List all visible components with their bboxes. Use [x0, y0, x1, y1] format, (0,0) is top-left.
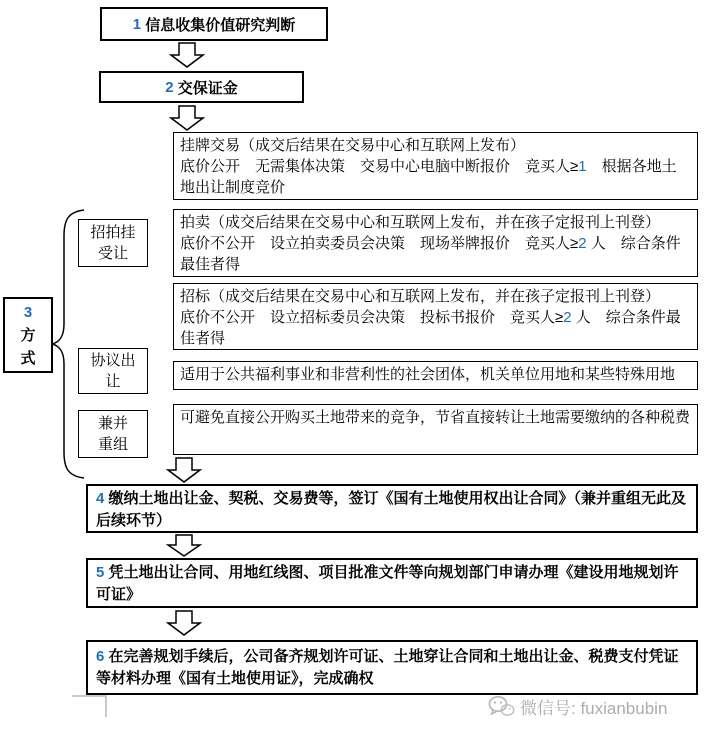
- step1-box: [100, 7, 328, 41]
- step1-label: 信息收集价值研究判断: [145, 16, 296, 34]
- gray-line-horizontal: [72, 695, 106, 697]
- branch-tender-detail-tail: 人 综合条件最佳者得: [180, 309, 681, 347]
- step6-number: 6: [96, 648, 105, 665]
- down-arrow-2-icon: [169, 105, 205, 132]
- down-arrow-3-icon: [166, 457, 202, 484]
- method-label-negotiated-line1: 协议出: [90, 352, 136, 369]
- branch-listing-threshold: 1: [578, 158, 587, 175]
- branch-auction-detail: 底价不公开 设立拍卖委员会决策 现场举牌报价 竞买人≥: [180, 235, 579, 252]
- method-label-merger-line1: 兼并: [97, 415, 128, 432]
- step6-box: [86, 640, 698, 695]
- method-word-2: 式: [20, 349, 36, 367]
- branch-listing-detail: 底价公开 无需集体决策 交易中心电脑中断报价 竞买人≥: [180, 158, 579, 175]
- down-arrow-4-icon: [166, 534, 202, 558]
- method-label-negotiated-line2: 让: [105, 373, 121, 390]
- step1-number: 1: [132, 15, 142, 33]
- branch-negotiated-box: [173, 361, 698, 390]
- method-3-box: [3, 297, 53, 373]
- wechat-icon: [488, 695, 515, 718]
- branch-tender-box: [173, 283, 698, 350]
- wechat-id-label: 微信号: fuxianbubin: [520, 698, 668, 718]
- gray-line-vertical: [105, 695, 107, 717]
- down-arrow-1-icon: [169, 42, 205, 69]
- branch-auction-threshold: 2: [578, 235, 587, 252]
- method-label-bidding-box: [78, 219, 148, 267]
- method-label-bidding-line2: 受让: [97, 245, 128, 262]
- step5-box: [86, 558, 698, 608]
- method-label-negotiated-box: [78, 348, 148, 394]
- wechat-footer: [488, 693, 703, 719]
- step4-number: 4: [96, 490, 105, 507]
- branch-listing-title: 挂牌交易（成交后结果在交易中心和互联网上发布）: [180, 137, 526, 154]
- branch-auction-title: 拍卖（成交后结果在交易中心和互联网上发布，并在孩子定报刊上刊登）: [180, 214, 661, 231]
- branch-auction-box: [173, 209, 698, 277]
- method-label-merger-line2: 重组: [97, 436, 128, 453]
- method-label-merger-box: [78, 410, 148, 458]
- step6-label: 在完善规划手续后，公司备齐规划许可证、土地穿让合同和土地出让金、税费支付凭证等材料办理《国有土地使用证》，完成确权: [96, 648, 679, 687]
- branch-merger-text: 可避免直接公开购买土地带来的竞争，节省直接转让土地需要缴纳的各种税费: [180, 409, 691, 426]
- down-arrow-5-icon: [166, 610, 202, 637]
- step2-number: 2: [165, 78, 174, 96]
- method-word-1: 方: [20, 326, 36, 344]
- method-number: 3: [23, 303, 33, 321]
- step2-label: 交保证金: [177, 79, 238, 97]
- step4-label: 缴纳土地出让金、契税、交易费等，签订《国有土地使用权出让合同》（兼并重组无此及后续环节）: [96, 490, 687, 529]
- branch-auction-detail-tail: 人 综合条件最佳者得: [180, 235, 681, 273]
- step5-label: 凭土地出让合同、用地红线图、项目批准文件等向规划部门申请办理《建设用地规划许可证》: [96, 564, 679, 603]
- step5-number: 5: [96, 564, 105, 581]
- branch-negotiated-text: 适用于公共福利事业和非营利性的社会团体，机关单位用地和某些特殊用地: [180, 366, 676, 383]
- branch-tender-detail: 底价不公开 设立招标委员会决策 投标书报价 竞买人≥: [180, 309, 564, 326]
- method-label-bidding-line1: 招拍挂: [90, 224, 136, 241]
- branch-listing-box: [173, 132, 698, 200]
- branch-tender-threshold: 2: [563, 309, 572, 326]
- branch-tender-title: 招标（成交后结果在交易中心和互联网上发布，并在孩子定报刊上刊登）: [180, 288, 661, 305]
- branch-merger-box: [173, 404, 698, 455]
- step2-box: [99, 71, 304, 103]
- branch-listing-detail-tail: 根据各地土地出让制度竞价: [180, 158, 677, 196]
- step4-box: [86, 484, 698, 533]
